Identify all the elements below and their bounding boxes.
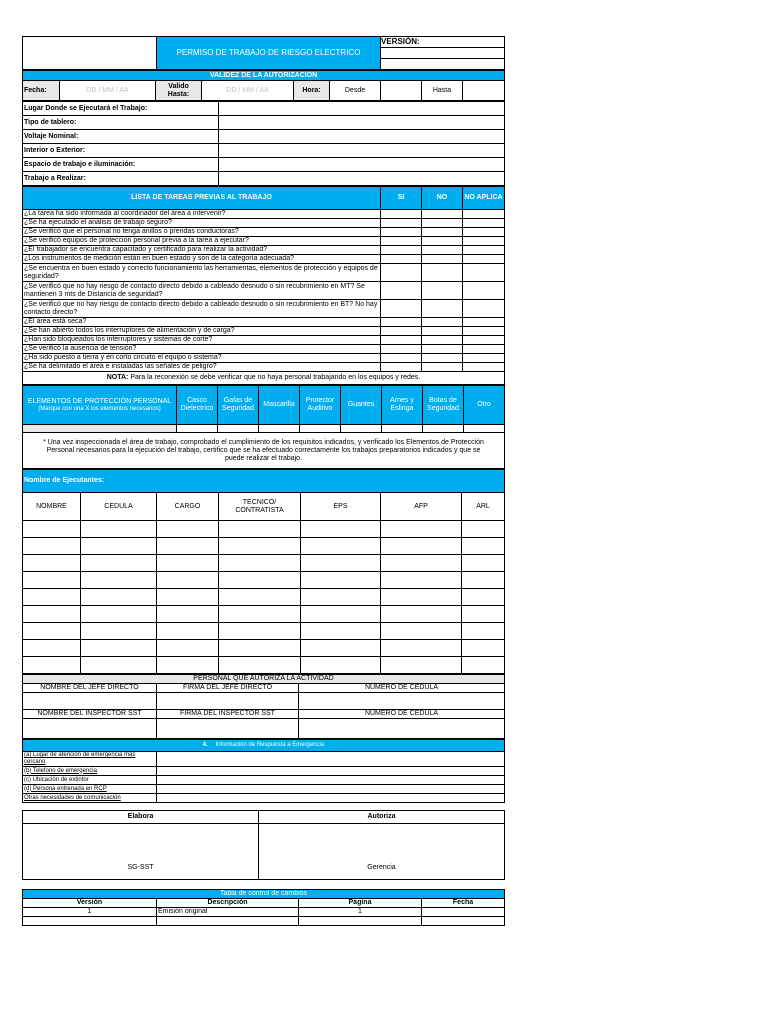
epp-mascarilla: Mascarilla [259,386,300,425]
col-cargo: CARGO [157,493,219,521]
desde-field[interactable] [381,81,422,101]
info-field[interactable] [219,158,505,172]
executor-cell[interactable] [23,521,81,538]
executor-cell[interactable] [381,555,462,572]
task-si[interactable] [381,246,422,255]
changes-col-descripcion: Descripción [157,899,299,908]
task-na[interactable] [463,318,505,327]
jefe-nombre-field[interactable] [23,693,157,710]
epp-subtitle: (Marque con una X los elementos necesarios) [38,405,161,412]
executor-cell[interactable] [81,640,157,657]
changes-empty[interactable] [157,917,299,926]
task-na[interactable] [463,210,505,219]
executor-cell[interactable] [219,589,301,606]
emergency-field[interactable] [157,752,505,767]
task-no[interactable] [422,219,463,228]
executor-cell[interactable] [381,606,462,623]
executor-cell[interactable] [81,623,157,640]
executor-cell[interactable] [301,572,381,589]
jefe-cedula-label: NUMERO DE CEDULA [299,684,505,693]
note-text: Para la reconexión se debe verificar que no haya personal trabajando en los equipos y redes. [130,374,421,381]
col-afp: AFP [381,493,462,521]
task-no[interactable] [422,228,463,237]
executor-cell[interactable] [219,623,301,640]
version-label: VERSIÓN: [381,37,504,48]
epp-check[interactable] [177,425,218,433]
task-si[interactable] [381,336,422,345]
executor-row [23,623,505,640]
logo-area [23,37,157,70]
task-na[interactable] [463,345,505,354]
task-question: ¿El área está seca? [23,318,381,327]
changes-title: Tabla de control de cambios [23,890,505,899]
fecha-label: Fecha: [23,81,60,101]
validity-table [22,70,505,101]
task-no[interactable] [422,300,463,318]
valido-hasta-field[interactable]: DD / MM / AA [202,81,294,101]
info-label: Trabajo a Realizar: [23,172,219,186]
insp-firma-label: FIRMA DEL INSPECTOR SST [157,710,299,719]
executor-cell[interactable] [23,555,81,572]
desde-label: Desde [330,81,381,101]
task-na[interactable] [463,219,505,228]
executor-cell[interactable] [157,521,219,538]
executor-cell[interactable] [301,606,381,623]
executor-row [23,606,505,623]
info-label: Tipo de tablero: [23,116,219,130]
task-si[interactable] [381,210,422,219]
jefe-firma-field[interactable] [157,693,299,710]
tasks-title: LISTA DE TAREAS PREVIAS AL TRABAJO [23,187,381,210]
task-na[interactable] [463,354,505,363]
task-na[interactable] [463,363,505,372]
task-question: ¿Se verificó que no hay riesgo de contacto directo debido a cableado desnudo o sin recubrimiento en BT? No hay contacto directo? [23,300,381,318]
task-si[interactable] [381,237,422,246]
insp-cedula-label: NUMERO DE CEDULA [299,710,505,719]
executor-cell[interactable] [81,589,157,606]
task-na[interactable] [463,237,505,246]
executor-cell[interactable] [381,521,462,538]
info-label: Espacio de trabajo e iluminación: [23,158,219,172]
insp-cedula-field[interactable] [299,719,505,739]
executor-cell[interactable] [301,555,381,572]
emergency-field[interactable] [157,785,505,794]
hasta-label: Hasta [422,81,463,101]
task-no[interactable] [422,354,463,363]
task-question: ¿Se verificó que el personal no tenga anillos o prendas conductoras? [23,228,381,237]
executor-cell[interactable] [462,606,505,623]
hasta-field[interactable] [463,81,505,101]
emergency-item: (c) Ubicación de extintor [23,776,157,785]
executor-cell[interactable] [219,521,301,538]
executor-cell[interactable] [157,589,219,606]
changes-descripcion: Emisión original [157,908,299,917]
task-na[interactable] [463,300,505,318]
executor-cell[interactable] [219,538,301,555]
emergency-number: 4. [202,742,208,748]
task-question: ¿Se han abierto todos los interruptores de alimentación y de carga? [23,327,381,336]
executors-table [22,469,505,674]
task-na[interactable] [463,282,505,300]
epp-table [22,385,505,469]
executor-cell[interactable] [81,521,157,538]
version-field[interactable] [381,48,504,59]
changes-col-fecha: Fecha [422,899,505,908]
executor-cell[interactable] [23,623,81,640]
autoriza-label: Autoriza [259,811,505,824]
epp-gafas: Gafas de Seguridad [218,386,259,425]
changes-empty[interactable] [23,917,157,926]
executor-row [23,521,505,538]
info-label: Voltaje Nominal: [23,130,219,144]
epp-check[interactable] [259,425,300,433]
task-no[interactable] [422,237,463,246]
insp-nombre-field[interactable] [23,719,157,739]
valido-hasta-label: Valido Hasta: [156,81,202,101]
executor-cell[interactable] [219,572,301,589]
task-na[interactable] [463,336,505,345]
col-nombre: NOMBRE [23,493,81,521]
executor-cell[interactable] [23,572,81,589]
executor-cell[interactable] [219,657,301,674]
epp-arnes: Arnes y Eslinga [382,386,423,425]
executor-cell[interactable] [381,572,462,589]
epp-check[interactable] [423,425,464,433]
task-si[interactable] [381,300,422,318]
changes-col-version: Versión [23,899,157,908]
task-na[interactable] [463,246,505,255]
executor-cell[interactable] [23,640,81,657]
declaration-text: * Una vez inspeccionada el área de trabajo, comprobado el cumplimiento de los requisitos indicados, y verificado los Elementos de Protección Personal necesarios para la ejecución del trabajo, certifico que se ha efectuado correctamente los trabajos preparatorios indicados y que se puede realizar el trabajo. [23,433,505,469]
executor-cell[interactable] [157,572,219,589]
executor-cell[interactable] [301,538,381,555]
emergency-item: (a) Lugar de atención de emergencia más cercano [23,752,157,767]
hora-label: Hora: [294,81,330,101]
task-question: ¿Se ha ejecutado el análisis de trabajo seguro? [23,219,381,228]
task-si[interactable] [381,228,422,237]
executor-cell[interactable] [23,606,81,623]
info-field[interactable] [219,130,505,144]
task-no[interactable] [422,345,463,354]
emergency-table [22,739,505,803]
epp-check[interactable] [464,425,505,433]
elabora-signature[interactable] [23,824,259,880]
task-no[interactable] [422,255,463,264]
task-si[interactable] [381,327,422,336]
executor-cell[interactable] [157,555,219,572]
changes-empty[interactable] [299,917,422,926]
executor-cell[interactable] [462,657,505,674]
jefe-cedula-field[interactable] [299,693,505,710]
epp-check[interactable] [300,425,341,433]
fecha-field[interactable]: DD / MM / AA [60,81,156,101]
header-table [22,36,505,70]
autoriza-signature[interactable] [259,824,505,880]
sgsst-label: SG-SST [127,864,154,871]
changes-table [22,889,505,926]
task-si[interactable] [381,219,422,228]
emergency-item: (b) Telefono de emergencia [23,767,157,776]
executor-cell[interactable] [219,606,301,623]
task-no[interactable] [422,336,463,345]
signatures-table [22,810,505,880]
epp-title-cell [23,386,177,425]
executor-cell[interactable] [301,623,381,640]
executor-cell[interactable] [81,538,157,555]
executor-cell[interactable] [462,572,505,589]
executors-title: Nombre de Ejecutantes: [23,470,505,493]
task-no[interactable] [422,318,463,327]
authorization-table [22,674,505,739]
emergency-field[interactable] [157,776,505,785]
executor-cell[interactable] [462,589,505,606]
executor-row [23,572,505,589]
executor-cell[interactable] [157,606,219,623]
executor-cell[interactable] [81,572,157,589]
info-table [22,101,505,186]
task-no[interactable] [422,327,463,336]
tasks-note [23,372,505,385]
emergency-title-cell [23,740,505,752]
executor-cell[interactable] [81,657,157,674]
insp-nombre-label: NOMBRE DEL INSPECTOR SST [23,710,157,719]
task-question: ¿Se verificó equipos de proteccion personal previa a la tarea a ejecutar? [23,237,381,246]
executor-cell[interactable] [219,640,301,657]
note-label: NOTA: [106,374,129,381]
info-label: Lugar Donde se Ejecutará el Trabajo: [23,102,219,116]
task-question: ¿Se ha delimitado el área e instaladas las señales de peligro? [23,363,381,372]
epp-check[interactable] [218,425,259,433]
task-si[interactable] [381,255,422,264]
executor-cell[interactable] [462,623,505,640]
executor-cell[interactable] [157,640,219,657]
executor-cell[interactable] [381,589,462,606]
task-question: ¿La tarea ha sido informada al coordinador del área a intervenir? [23,210,381,219]
executor-row [23,640,505,657]
executor-row [23,589,505,606]
executor-cell[interactable] [23,589,81,606]
jefe-nombre-label: NOMBRE DEL JEFE DIRECTO [23,684,157,693]
jefe-firma-label: FIRMA DEL JEFE DIRECTO [157,684,299,693]
epp-title: ELEMENTOS DE PROTECCIÓN PERSONAL [27,397,172,405]
executor-cell[interactable] [381,623,462,640]
executor-cell[interactable] [462,538,505,555]
info-field[interactable] [219,116,505,130]
executor-cell[interactable] [23,657,81,674]
executor-cell[interactable] [157,538,219,555]
emergency-title: Información de Respuesta a Emergencia [215,742,325,748]
executor-cell[interactable] [23,538,81,555]
task-si[interactable] [381,354,422,363]
task-na[interactable] [463,327,505,336]
changes-pagina: 1 [299,908,422,917]
changes-empty[interactable] [422,917,505,926]
task-no[interactable] [422,246,463,255]
epp-check[interactable] [341,425,382,433]
changes-version: 1 [23,908,157,917]
task-question: ¿Los instrumentos de medición están en buen estado y son de la categoría adecuada? [23,255,381,264]
executor-row [23,555,505,572]
col-tecnico: TECNICO/ CONTRATISTA [219,493,301,521]
tasks-no-header: NO [422,187,463,210]
validity-title: VALIDEZ DE LA AUTORIZACIÓN [23,71,505,81]
form-title: PERMISO DE TRABAJO DE RIESGO ELECTRICO [157,37,381,70]
tasks-na-header: NO APLICA [463,187,505,210]
task-no[interactable] [422,282,463,300]
task-no[interactable] [422,210,463,219]
executor-cell[interactable] [301,521,381,538]
info-field[interactable] [219,144,505,158]
task-no[interactable] [422,264,463,282]
emergency-field[interactable] [157,794,505,803]
executor-cell[interactable] [301,589,381,606]
executor-cell[interactable] [301,640,381,657]
task-no[interactable] [422,363,463,372]
epp-casco: Casco Dielectrico [177,386,218,425]
epp-otro: Otro [464,386,505,425]
executor-cell[interactable] [219,555,301,572]
task-na[interactable] [463,264,505,282]
executor-cell[interactable] [157,657,219,674]
executor-cell[interactable] [157,623,219,640]
authorization-title: PERSONAL QUE AUTORIZA LA ACTIVIDAD [23,675,505,684]
task-question: ¿El trabajador se encuentra capacitado y certificado para realizar la actividad? [23,246,381,255]
permit-form [22,36,504,926]
changes-col-pagina: Página [299,899,422,908]
emergency-field[interactable] [157,767,505,776]
executor-cell[interactable] [381,640,462,657]
tasks-table [22,186,505,385]
info-field[interactable] [219,102,505,116]
epp-botas: Botas de Seguridad [423,386,464,425]
epp-guantes: Guantes [341,386,382,425]
task-si[interactable] [381,264,422,282]
task-question: ¿Se verificó la ausencia de tensión? [23,345,381,354]
info-field[interactable] [219,172,505,186]
executor-cell[interactable] [381,538,462,555]
epp-check[interactable] [382,425,423,433]
executor-cell[interactable] [462,640,505,657]
task-question: ¿Han sido bloqueados los interruptores y sistemas de corte? [23,336,381,345]
gerencia-label: Gerencia [367,864,396,871]
task-question: ¿Ha sido puesto a tierra y en corto circuito el equipo o sistema? [23,354,381,363]
executor-cell[interactable] [381,657,462,674]
col-arl: ARL [462,493,505,521]
changes-fecha [422,908,505,917]
executor-cell[interactable] [462,555,505,572]
task-question: ¿Se encuentra en buen estado y correcto funcionamiento las herramientas, elementos de protección y equipos de seguridad? [23,264,381,282]
emergency-item: (d) Persona entrenada en RCP [23,785,157,794]
emergency-item: Otras necesidades de comunicación [23,794,157,803]
task-na[interactable] [463,255,505,264]
executor-cell[interactable] [462,521,505,538]
task-na[interactable] [463,228,505,237]
task-si[interactable] [381,318,422,327]
executors-body [23,521,505,674]
executor-cell[interactable] [81,606,157,623]
task-si[interactable] [381,345,422,354]
executor-cell[interactable] [301,657,381,674]
info-label: Interior o Exterior: [23,144,219,158]
executor-row [23,538,505,555]
task-si[interactable] [381,363,422,372]
executor-cell[interactable] [81,555,157,572]
insp-firma-field[interactable] [157,719,299,739]
task-question: ¿Se verificó que no hay riesgo de contacto directo debido a cableado desnudo o sin recubrimiento en MT? Se mantienen 3 mts de Distancia de seguridad? [23,282,381,300]
col-eps: EPS [301,493,381,521]
task-si[interactable] [381,282,422,300]
tasks-si-header: SI [381,187,422,210]
epp-protector: Protector Auditivo [300,386,341,425]
elabora-label: Elabora [23,811,259,824]
col-cedula: CEDULA [81,493,157,521]
executor-row [23,657,505,674]
